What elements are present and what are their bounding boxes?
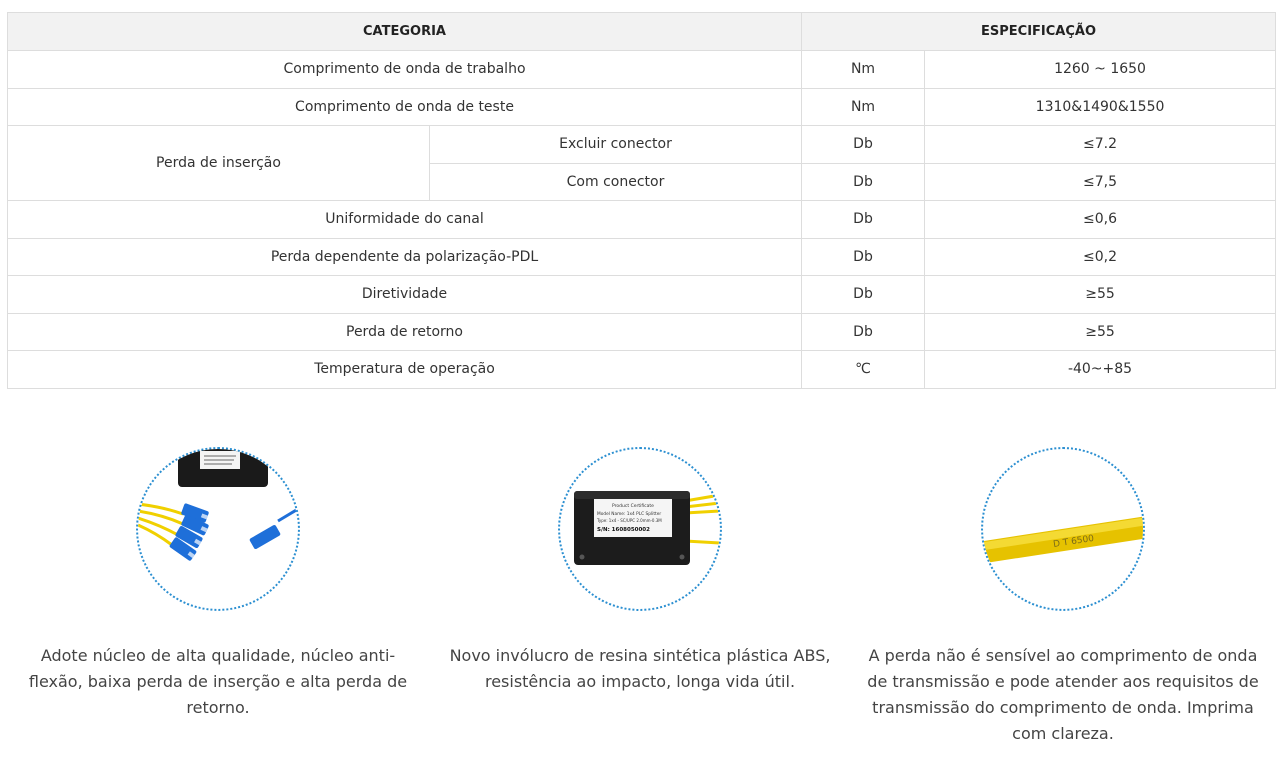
header-categoria: CATEGORIA [8, 13, 802, 51]
plc-splitter-connectors-image [136, 447, 300, 611]
abs-box-splitter-image [558, 447, 722, 611]
abs-box-icon [560, 449, 720, 609]
row-category: Perda de inserção [8, 126, 430, 201]
row-value: ≤7.2 [925, 126, 1276, 164]
row-value: ≥55 [925, 276, 1276, 314]
fiber-cable-icon [983, 449, 1143, 609]
feature-text: A perda não é sensível ao comprimento de onda de transmissão e pode atender aos requisitos de transmissão do comprimento de onda. Imprima com clareza. [867, 646, 1259, 743]
row-category: Diretividade [8, 276, 802, 314]
row-category: Perda dependente da polarização-PDL [8, 238, 802, 276]
splitter-connectors-icon [138, 449, 298, 609]
row-value: ≤0,2 [925, 238, 1276, 276]
row-category: Comprimento de onda de teste [8, 88, 802, 126]
table-row [8, 313, 1276, 351]
table-row [8, 126, 1276, 164]
feature-text: Adote núcleo de alta qualidade, núcleo anti-flexão, baixa perda de inserção e alta perda de retorno. [28, 646, 408, 717]
label-line: Type: 1x4 - SC/UPC 2.0mm-0.3M [597, 518, 662, 523]
row-unit: Nm [802, 51, 925, 89]
row-value: ≤0,6 [925, 201, 1276, 239]
row-unit: Db [802, 163, 925, 201]
row-category: Temperatura de operação [8, 351, 802, 389]
table-row [8, 201, 1276, 239]
row-value: 1310&1490&1550 [925, 88, 1276, 126]
row-category: Perda de retorno [8, 313, 802, 351]
table-row [8, 276, 1276, 314]
specification-table [7, 12, 1276, 389]
row-unit: Db [802, 126, 925, 164]
features-section [0, 440, 1286, 760]
table-row [8, 51, 1276, 89]
yellow-fiber-cable-image [981, 447, 1145, 611]
row-value: 1260 ~ 1650 [925, 51, 1276, 89]
row-value: -40~+85 [925, 351, 1276, 389]
header-especificacao: ESPECIFICAÇÃO [802, 13, 1276, 51]
row-unit: Db [802, 201, 925, 239]
table-row [8, 88, 1276, 126]
feature-text: Novo invólucro de resina sintética plástica ABS, resistência ao impacto, longa vida útil. [449, 646, 831, 691]
row-value: ≤7,5 [925, 163, 1276, 201]
row-unit: ℃ [802, 351, 925, 389]
row-unit: Db [802, 276, 925, 314]
row-subcategory: Com conector [430, 163, 802, 201]
row-category: Comprimento de onda de trabalho [8, 51, 802, 89]
row-value: ≥55 [925, 313, 1276, 351]
table-row [8, 351, 1276, 389]
cable-print: D T 6500 [1052, 533, 1095, 550]
label-line: S/N: 1608050002 [597, 527, 650, 533]
row-category: Uniformidade do canal [8, 201, 802, 239]
row-unit: Db [802, 238, 925, 276]
table-row [8, 238, 1276, 276]
row-unit: Db [802, 313, 925, 351]
row-unit: Nm [802, 88, 925, 126]
row-subcategory: Excluir conector [430, 126, 802, 164]
label-line: Model Name: 1x4 PLC Splitter [597, 512, 662, 517]
table-header-row [8, 13, 1276, 51]
label-line: Product Certificate [612, 504, 654, 509]
